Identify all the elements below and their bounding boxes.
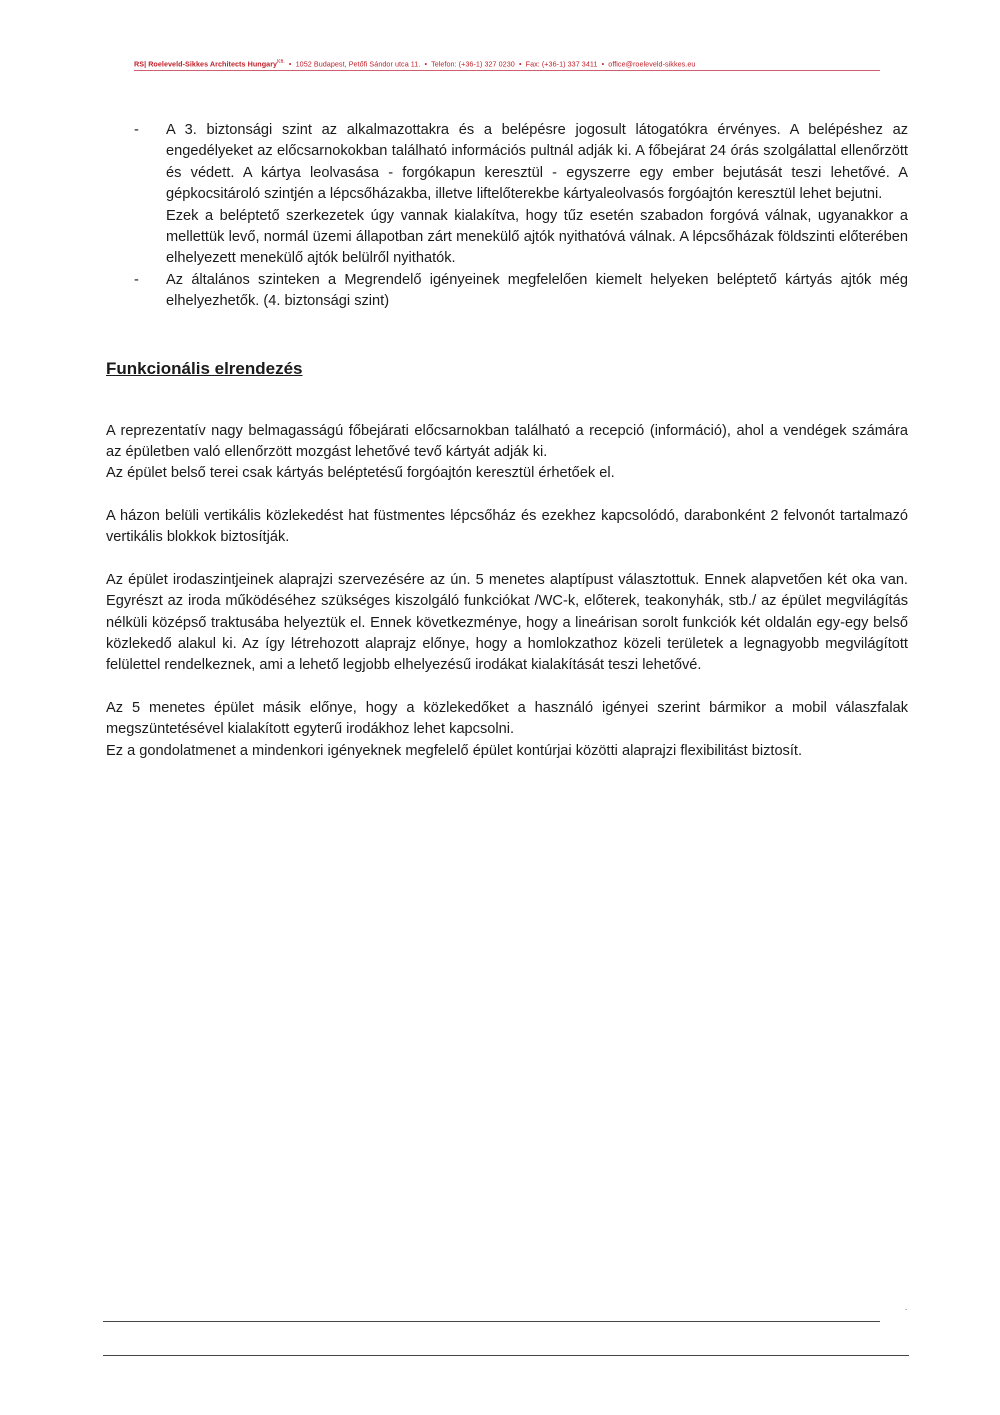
paragraph-line: A reprezentatív nagy belmagasságú főbejárati előcsarnokban található a recepció (információ), ahol a vendégek számára az épületben való ellenőrzött mozgást lehetővé tevő kártyát adják ki. <box>106 422 908 461</box>
paragraph-line: Ez a gondolatmenet a mindenkori igényeknek megfelelő épület kontúrjai közötti alaprajzi flexibilitást biztosít. <box>106 742 803 759</box>
body-paragraph <box>106 506 908 549</box>
footer-divider-top <box>103 1321 880 1322</box>
bullet-paragraph: A 3. biztonsági szint az alkalmazottakra és a belépésre jogosult látogatókra érvényes. A belépéshez az engedélyeket az előcsarnokokban található információs pultnál adják ki. A főbejárat 24 órás szolgálattal ellenőrzött és védett. A kártya leolvasása - forgókapun keresztül - egyszerre egy ember bejutását teszi lehetővé. A gépkocsitároló szintjén a lépcsőházakba, illetve liftelőterekbe kártyaleolvasós forgóajtón keresztül lehet bejutni. <box>166 122 908 203</box>
company-name: RS| Roeleveld-Sikkes Architects Hungary <box>134 59 278 69</box>
company-email[interactable]: office@roeleveld-sikkes.eu <box>608 59 696 69</box>
paragraph-line: Az épület irodaszintjeinek alaprajzi szervezésére az ún. 5 menetes alaptípust választottuk. Ennek alapvetően két oka van. Egyrészt az iroda működéséhez szükséges kiszolgáló funkciókat /WC-k, előterek, teakonyhák, stb./ az épület megvilágítás nélküli középső traktusába helyeztük el. Ennek következménye, hogy a lineárisan sorolt funkciók két oldalán egy-egy belső közlekedő alakul ki. Az így létrehozott alaprajz előnye, hogy a homlokzathoz közeli területek a legnagyobb megvilágított felülettel rendelkeznek, ami a lehető legjobb elhelyezésű irodákat kialakítását teszi lehetővé. <box>106 571 908 674</box>
bullet-item <box>106 120 908 270</box>
bullet-paragraph: Ezek a beléptető szerkezetek úgy vannak kialakítva, hogy tűz esetén szabadon forgóvá válnak, ugyanakkor a mellettük levő, normál üzemi állapotban zárt menekülő ajtók nyithatóvá válnak. A lépcsőházak földszinti előterében elhelyezett menekülő ajtók belülről nyithatók. <box>166 207 908 267</box>
bullet-body <box>166 270 908 313</box>
bullet-dash: - <box>134 122 139 138</box>
body-paragraph <box>106 421 908 485</box>
bullet-item <box>106 270 908 313</box>
body-paragraph <box>106 570 908 677</box>
footer-mark: . <box>905 1303 908 1312</box>
company-address: 1052 Budapest, Petőfi Sándor utca 11. <box>295 59 421 69</box>
letterhead <box>134 59 880 68</box>
separator-2: • <box>424 59 428 69</box>
company-suffix: Kft. <box>277 59 285 65</box>
bullet-dash: - <box>134 271 139 288</box>
company-fax: Fax: (+36-1) 337 3411 <box>525 59 598 69</box>
section-heading: Funkcionális elrendezés <box>106 358 303 378</box>
document-body <box>106 120 908 762</box>
bullet-body <box>166 120 908 270</box>
paragraph-line: A házon belüli vertikális közlekedést hat füstmentes lépcsőház és ezekhez kapcsolódó, darabonként 2 felvonót tartalmazó vertikális blokkok biztosítják. <box>106 507 908 546</box>
body-paragraph <box>106 698 908 762</box>
footer-divider-bottom <box>103 1355 909 1356</box>
paragraph-line: Az épület belső terei csak kártyás beléptetésű forgóajtón keresztül érhetőek el. <box>106 465 615 482</box>
separator-4: • <box>601 59 605 69</box>
separator-1: • <box>288 59 292 69</box>
company-phone: Telefon: (+36-1) 327 0230 <box>431 59 515 69</box>
paragraph-line: Az 5 menetes épület másik előnye, hogy a közlekedőket a használó igényei szerint bármikor a mobil válaszfalak megszüntetésével kialakított egyterű irodákhoz lehet kapcsolni. <box>106 699 908 738</box>
separator-3: • <box>518 59 522 69</box>
header-divider <box>134 70 880 71</box>
bullet-paragraph: Az általános szinteken a Megrendelő igényeinek megfelelően kiemelt helyeken beléptető kártyás ajtók még elhelyezhetők. (4. biztonsági szint) <box>166 271 908 310</box>
